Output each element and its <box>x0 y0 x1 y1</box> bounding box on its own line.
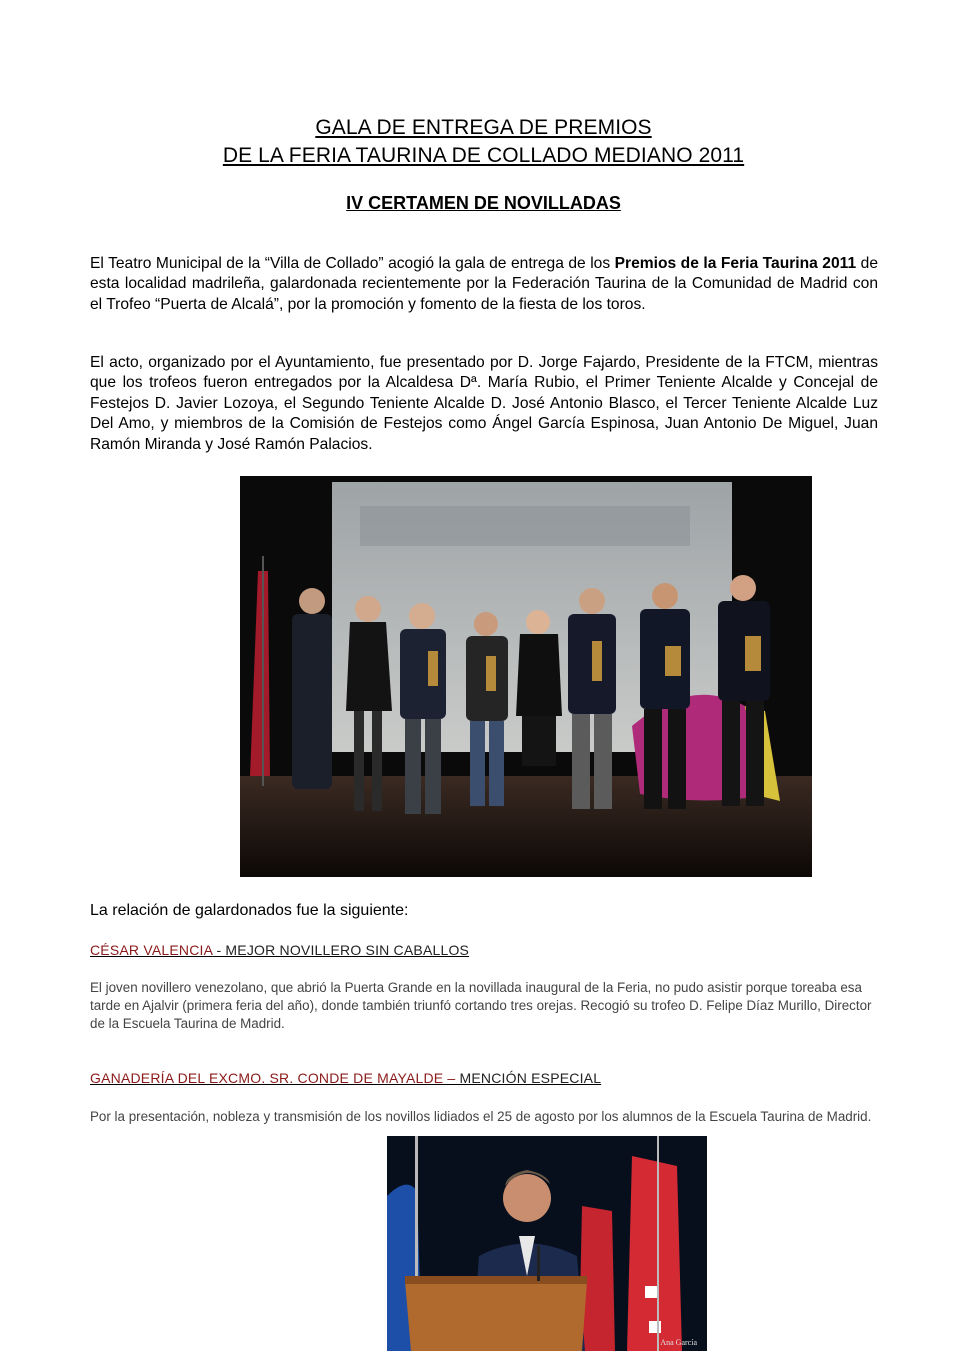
title-line-1: GALA DE ENTREGA DE PREMIOS <box>315 116 652 139</box>
paragraph-2: El acto, organizado por el Ayuntamiento, fue presentado por D. Jorge Fajardo, Presidente de la FTCM, mientras que los trofeos fueron entregados por la Alcaldesa Dª. María Rubio, el Primer Teniente Alcalde y Concejal de Festejos D. Javier Lozoya, el Segundo Teniente Alcalde D. José Antonio Blasco, el Tercer Teniente Alcalde Luz Del Amo, y miembros de la Comisión de Festejos como Ángel García Espinosa, Juan Antonio De Miguel, Juan Ramón Miranda y José Ramón Palacios. <box>90 354 878 453</box>
awardees-intro: La relación de galardonados fue la siguiente: <box>90 902 409 919</box>
paragraph-1 <box>90 254 878 315</box>
award-1-category: - MEJOR NOVILLERO SIN CABALLOS <box>212 942 470 958</box>
award-1-description: El joven novillero venezolano, que abrió la Puerta Grande en la novillada inaugural de la Feria, no pudo asistir porque toreaba esa tarde en Ajalvir (primera feria del año), donde también triunfó cortando tres orejas. Recogió su trofeo D. Felipe Díaz Murillo, Director de la Escuela Taurina de Madrid. <box>90 980 872 1031</box>
paragraph-1-bold: Premios de la Feria Taurina 2011 <box>614 255 857 272</box>
award-2-description: Por la presentación, nobleza y transmisión de los novillos lidiados el 25 de agosto por los alumnos de la Escuela Taurina de Madrid. <box>90 1109 872 1124</box>
paragraph-1-part2: de esta localidad madrileña, galardonada recientemente por la Federación Taurina de la Comunidad de Madrid con el Trofeo “Puerta de Alcalá”, por la promoción y fomento de la fiesta de los toros. <box>90 255 879 313</box>
award-1-name: CÉSAR VALENCIA <box>90 942 213 958</box>
speaker-photo <box>387 1136 707 1351</box>
paragraph-1-part1: El Teatro Municipal de la “Villa de Collado” acogió la gala de entrega de los <box>90 255 615 272</box>
group-photo <box>240 476 812 877</box>
award-heading-1 <box>90 942 469 958</box>
award-2-category: MENCIÓN ESPECIAL <box>455 1070 602 1086</box>
subtitle: IV CERTAMEN DE NOVILLADAS <box>346 193 621 213</box>
award-2-name: GANADERÍA DEL EXCMO. SR. CONDE DE MAYALDE – <box>90 1070 456 1086</box>
title-line-2: DE LA FERIA TAURINA DE COLLADO MEDIANO 2011 <box>222 144 745 167</box>
award-heading-2 <box>90 1070 601 1086</box>
photo-credit-watermark: Ana García <box>660 1338 697 1347</box>
